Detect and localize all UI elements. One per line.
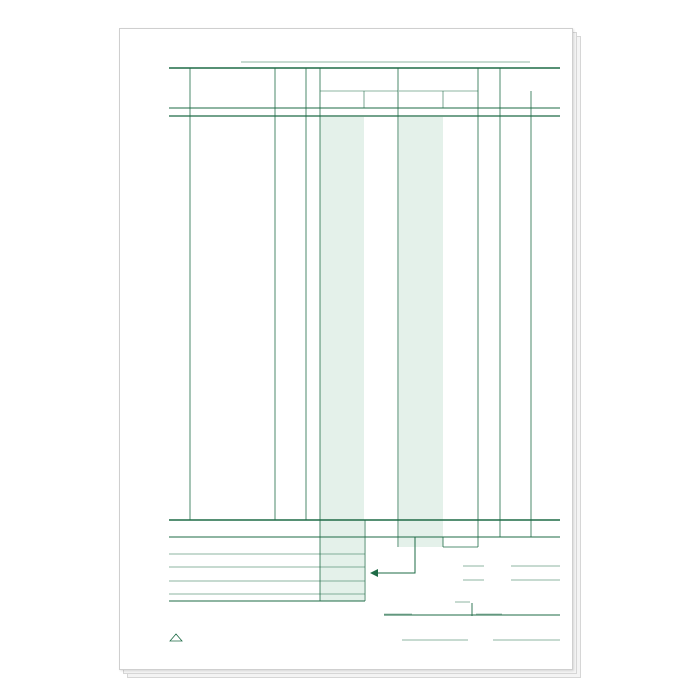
footer bbox=[170, 634, 560, 641]
mwst-summary bbox=[463, 566, 560, 580]
amount-column-tint bbox=[320, 117, 443, 601]
tages-bruttoumsatz bbox=[384, 602, 560, 616]
header-frame bbox=[169, 68, 560, 520]
summary-lines bbox=[169, 520, 560, 601]
publisher-logo bbox=[170, 634, 182, 641]
